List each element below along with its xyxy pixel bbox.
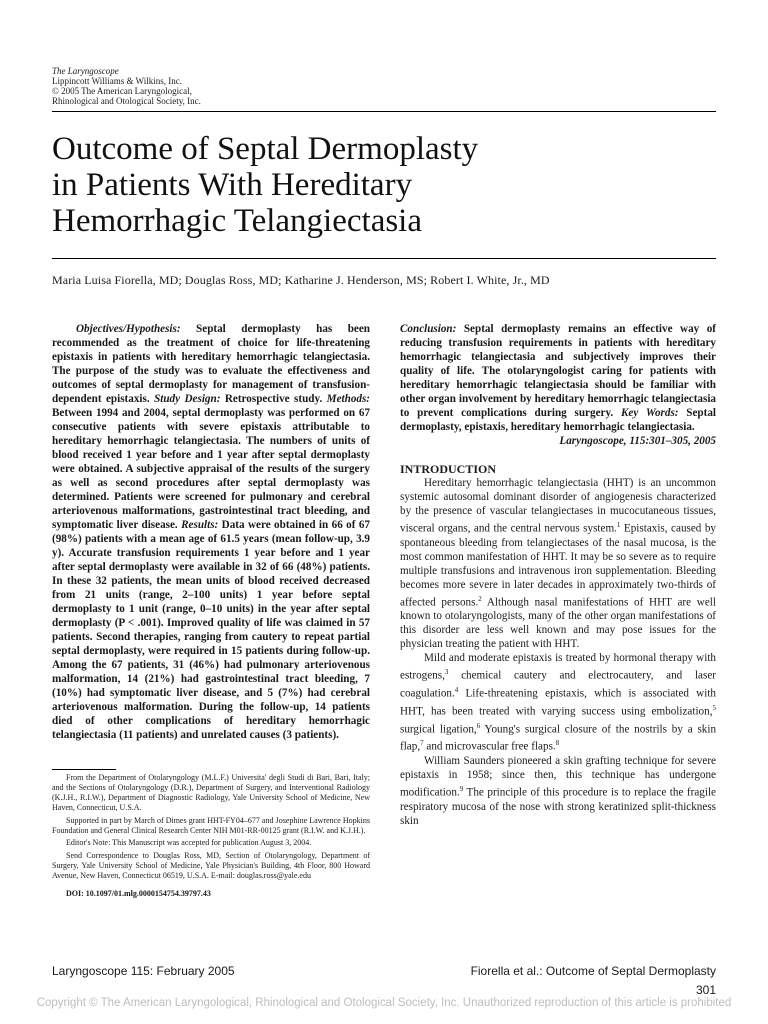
title-line-2: in Patients With Hereditary — [52, 167, 413, 203]
ref-superscript: 7 — [420, 739, 424, 748]
intro-text: chemical cautery and electrocautery, and laser coagulation. — [400, 670, 716, 700]
abstract-keywords: Septal dermoplasty, epistaxis, hereditary hemorrhagic telangiectasia. — [400, 407, 716, 433]
abstract-label-conclusion: Conclusion: — [400, 323, 457, 335]
article-title — [52, 131, 712, 239]
intro-text: Hereditary hemorrhagic telangiectasia (HHT) is an uncommon systemic autosomal dominant disorder of angiogenesis characterized by the presence of vascular telangiectases in mucocutaneous tissues, visceral organs, and the central nervous system. — [400, 477, 716, 535]
intro-text: Although nasal manifestations of HHT are well known to otolaryngologists, many of the other organ manifestations of this disorder are less well known and may pose issues for the physician treating the patient with HHT. — [400, 596, 716, 651]
abstract-left-column — [52, 322, 370, 762]
footnote-divider — [52, 769, 116, 770]
abstract-conclusion: Septal dermoplasty remains an effective way of reducing transfusion requirements in patients with hereditary hemorrhagic telangiectasia and subjectively improves their quality of life. The otolaryngologist caring for patients with hereditary hemorrhagic telangiectasia should be familiar with other organ involvement by hereditary hemorrhagic telangiectasia to prevent complications during surgery. — [400, 323, 716, 419]
intro-text: surgical ligation, — [400, 723, 477, 736]
abstract-methods: Between 1994 and 2004, septal dermoplasty was performed on 67 consecutive patients with severe epistaxis attributable to hereditary hemorrhagic telangiectasia. The numbers of units of blood received 1 year before and 1 year after septal dermoplasty were obtained. A subjective appraisal of the results of the surgery as well as second procedures after septal dermoplasty was determined. Patients were screened for pulmonary and cerebral arteriovenous malformations, gastrointestinal tract bleeding, and symptomatic liver disease. — [52, 407, 370, 531]
intro-text: Mild and moderate epistaxis is treated by hormonal therapy with estrogens, — [400, 652, 716, 683]
footnote-affiliations: From the Department of Otolaryngology (M.L.F.) Universita' degli Studi di Bari, Bari, Italy; and the Sections of Otolaryngology (D.R.), Department of Surgery, and Interventional Radiology (K.J.H., R.I.W.), Department of Diagnostic Radiology, Yale University School of Medicine, New Haven, Connecticut, U.S.A. — [52, 773, 370, 812]
abstract-label-results: Results: — [181, 519, 219, 531]
journal-header — [52, 66, 201, 106]
title-line-3: Hemorrhagic Telangiectasia — [52, 203, 422, 239]
footer-journal-issue: Laryngoscope 115: February 2005 — [52, 964, 235, 978]
introduction-body — [400, 476, 716, 828]
top-divider — [52, 111, 716, 112]
abstract-objectives: Septal dermoplasty has been recommended as the treatment of choice for life-threatening epistaxis in patients with hereditary hemorrhagic telangiectasia. The purpose of the study was to evaluate the effectiveness and outcomes of septal dermoplasty for management of transfusion-dependent epistaxis. — [52, 323, 370, 405]
intro-text: Young's surgical closure of the nostrils by a skin flap, — [400, 723, 717, 754]
abstract-label-design: Study Design: — [154, 393, 221, 405]
publisher: Lippincott Williams & Wilkins, Inc. — [52, 76, 182, 86]
intro-paragraph-2 — [400, 651, 716, 754]
abstract-right-part — [400, 322, 716, 448]
intro-paragraph-1 — [400, 476, 716, 651]
copyright-line-2: Rhinological and Otological Society, Inc. — [52, 96, 201, 106]
page-number: 301 — [695, 983, 716, 997]
footer-running-title: Fiorella et al.: Outcome of Septal Dermoplasty — [470, 964, 716, 978]
ref-superscript: 5 — [712, 703, 716, 712]
intro-text: Epistaxis, caused by spontaneous bleeding from telangiectases of the nasal mucosa, is the most common manifestation of HHT. It may be so severe as to require multiple transfusions and intravenous iron supplementation. Bleeding becomes more severe in later decades in approximately two-thirds of affected persons. — [400, 522, 716, 609]
intro-text: and microvascular free flaps. — [423, 741, 556, 754]
title-line-1: Outcome of Septal Dermoplasty — [52, 131, 479, 167]
abstract-label-methods: Methods: — [326, 393, 370, 405]
intro-text: The principle of this procedure is to replace the fragile respiratory mucosa of the nose with strong keratinized split-thickness skin — [400, 786, 716, 827]
intro-text: Life-threatening epistaxis, which is associated with HHT, has been treated with varying success using embolization, — [400, 687, 716, 718]
ref-superscript: 6 — [476, 721, 481, 730]
copyright-line-1: © 2005 The American Laryngological, — [52, 86, 192, 96]
journal-name: The Laryngoscope — [52, 66, 119, 76]
abstract-label-keywords: Key Words: — [620, 407, 679, 419]
abstract-conclusion-text — [400, 322, 716, 434]
abstract-text — [52, 322, 370, 742]
citation: Laryngoscope, 115:301–305, 2005 — [559, 435, 716, 447]
right-column — [400, 322, 716, 828]
abstract-design: Retrospective study. — [220, 393, 327, 405]
ref-superscript: 3 — [444, 668, 449, 677]
ref-superscript: 4 — [454, 686, 459, 695]
ref-superscript: 8 — [555, 739, 560, 748]
copyright-watermark: Copyright © The American Laryngological, Rhinological and Otological Society, Inc. Unauthorized reproduction of this article is prohibited — [36, 997, 732, 1009]
doi: DOI: 10.1097/01.mlg.0000154754.39797.43 — [66, 889, 211, 899]
footnotes — [52, 773, 370, 902]
abstract-label-objectives: Objectives/Hypothesis: — [76, 323, 181, 335]
ref-superscript: 1 — [616, 521, 621, 529]
author-list: Maria Luisa Fiorella, MD; Douglas Ross, MD; Katharine J. Henderson, MS; Robert I. White, Jr., MD — [52, 273, 550, 287]
title-divider — [52, 258, 716, 259]
intro-text: William Saunders pioneered a skin grafting technique for severe epistaxis in 1958; since then, this technique has undergone modification. — [400, 755, 716, 799]
footnote-correspondence: Send Correspondence to Douglas Ross, MD, Section of Otolaryngology, Department of Surgery, Yale University School of Medicine, Yale Physician's Building, 4th Floor, 800 Howard Avenue, New Haven, Connecticut 06519, U.S.A. E-mail: douglas.ross@yale.edu — [52, 851, 370, 881]
intro-paragraph-3 — [400, 754, 716, 828]
footnote-editor-note: Editor's Note: This Manuscript was accepted for publication August 3, 2004. — [66, 838, 312, 848]
abstract-results: Data were obtained in 66 of 67 (98%) patients with a mean age of 61.5 years (mean follow-up, 3.9 y). Accurate transfusion requirements 1 year before and 1 year after septal dermoplasty were available in 32 of 66 (48%) patients. In these 32 patients, the mean units of blood received decreased from 21 units (range, 2–100 units) 1 year before septal dermoplasty to 1 unit (range, 0–10 units) in the year after septal dermoplasty (P < .001). Improved quality of life was claimed in 57 patients. Second therapies, ranging from cautery to repeat partial septal dermoplasty, were required in 15 patients during follow-up. Among the 67 patients, 31 (46%) had pulmonary arteriovenous malformation, 14 (21%) had gastrointestinal tract bleeding, 7 (10%) had symptomatic liver disease, and 5 (7%) had cerebral arteriovenous malformation. During the follow-up, 14 patients died of other complications of hereditary hemorrhagic telangiectasia (11 patients) and unrelated causes (3 patients). — [52, 519, 370, 741]
section-heading-introduction: INTRODUCTION — [400, 462, 497, 476]
ref-superscript: 2 — [478, 594, 482, 603]
footnote-funding: Supported in part by March of Dimes grant HHT-FY04–677 and Josephine Lawrence Hopkins Foundation and General Clinical Research Center NIH M01-RR-00125 grant (R.I.W. and K.J.H.). — [52, 815, 370, 835]
ref-superscript: 9 — [459, 785, 464, 794]
